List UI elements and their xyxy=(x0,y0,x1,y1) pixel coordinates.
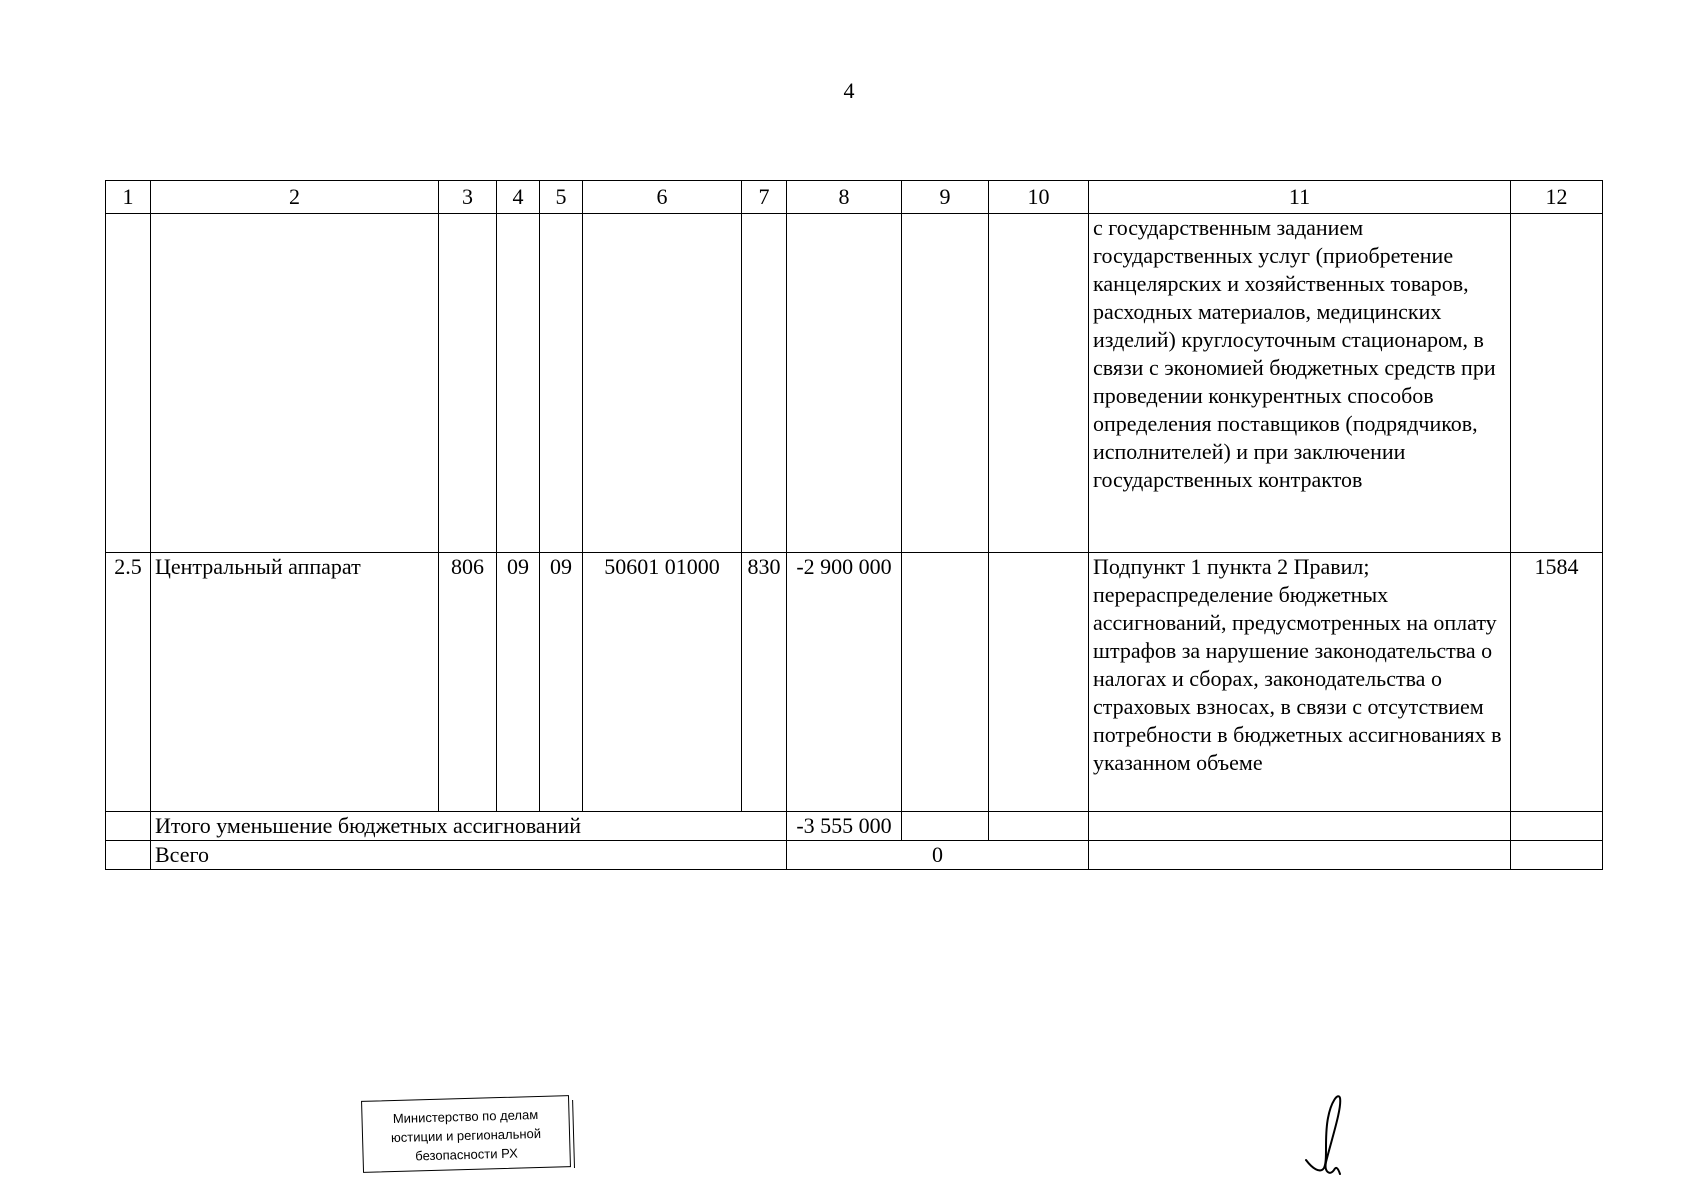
header-cell: 11 xyxy=(1089,181,1511,214)
section-code: 09 xyxy=(497,553,540,812)
ministry-stamp xyxy=(361,1095,571,1173)
header-row xyxy=(106,181,1603,214)
ministry-code: 806 xyxy=(439,553,497,812)
amount-value: -2 900 000 xyxy=(787,553,902,812)
grand-total-label: Всего xyxy=(151,841,787,870)
total-decrease-label: Итого уменьшение бюджетных ассигнований xyxy=(151,812,787,841)
continuation-row xyxy=(106,214,1603,553)
header-cell: 1 xyxy=(106,181,151,214)
grand-total-value: 0 xyxy=(787,841,1089,870)
header-cell: 10 xyxy=(989,181,1089,214)
header-cell: 4 xyxy=(497,181,540,214)
header-cell: 7 xyxy=(742,181,787,214)
row-name: Центральный аппарат xyxy=(151,553,439,812)
header-cell: 5 xyxy=(540,181,583,214)
target-article-code: 50601 01000 xyxy=(583,553,742,812)
row-number: 2.5 xyxy=(106,553,151,812)
header-cell: 6 xyxy=(583,181,742,214)
col9-value xyxy=(902,553,989,812)
grand-total-row xyxy=(106,841,1603,870)
subsection-code: 09 xyxy=(540,553,583,812)
total-decrease-row xyxy=(106,812,1603,841)
expense-type-code: 830 xyxy=(742,553,787,812)
stamp-line: юстиции и региональной xyxy=(390,1125,542,1146)
col10-value xyxy=(989,553,1089,812)
header-cell: 12 xyxy=(1511,181,1603,214)
document-number: 1584 xyxy=(1511,553,1603,812)
stamp-line: безопасности РХ xyxy=(415,1145,519,1164)
stamp-line: Министерство по делам xyxy=(392,1106,539,1127)
justification-text: Подпункт 1 пункта 2 Правил; перераспределение бюджетных ассигнований, предусмотренных на оплату штрафов за нарушение законодательства о налогах и сборах, законодательства о страховых взносах, в связи с отсутствием потребности в бюджетных ассигнованиях в указанном объеме xyxy=(1089,553,1511,812)
total-decrease-value: -3 555 000 xyxy=(787,812,902,841)
budget-table xyxy=(105,180,1603,870)
page-number: 4 xyxy=(843,78,855,103)
header-cell: 3 xyxy=(439,181,497,214)
table-row xyxy=(106,553,1603,812)
header-cell: 2 xyxy=(151,181,439,214)
signature xyxy=(1298,1088,1358,1180)
header-cell: 8 xyxy=(787,181,902,214)
header-cell: 9 xyxy=(902,181,989,214)
justification-text: с государственным заданием государственных услуг (приобретение канцелярских и хозяйственных товаров, расходных материалов, медицинских изделий) круглосуточным стационаром, в связи с экономией бюджетных средств при проведении конкурентных способов определения поставщиков (подрядчиков, исполнителей) и при заключении государственных контрактов xyxy=(1089,214,1511,553)
